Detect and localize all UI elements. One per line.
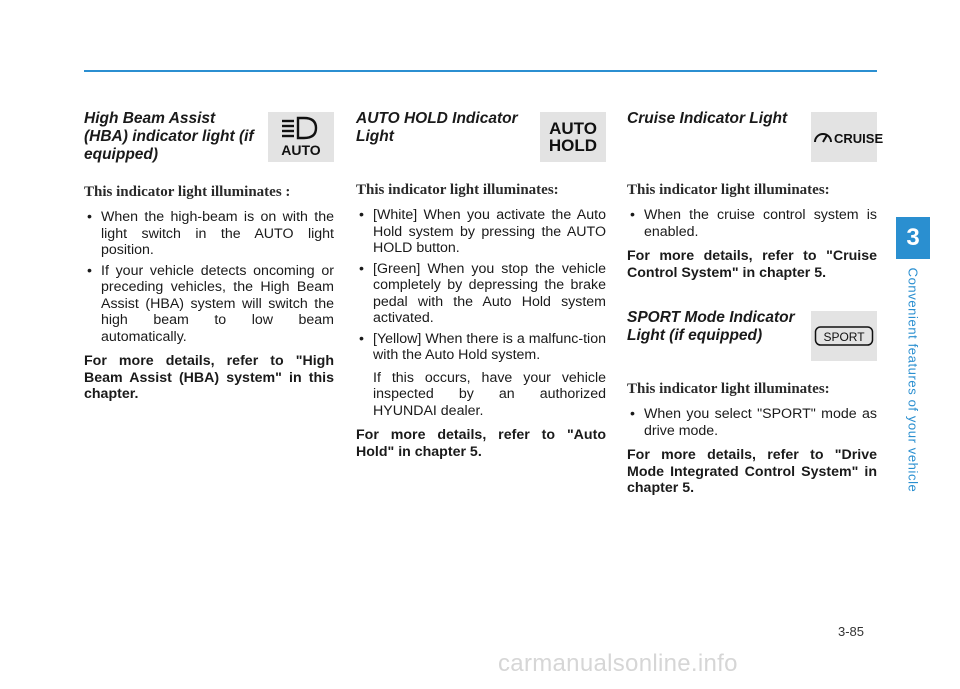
bullet-list	[356, 207, 606, 364]
section-title: SPORT Mode Indicator Light (if equipped)	[627, 309, 795, 344]
section-header	[627, 110, 884, 162]
high-beam-auto-icon	[268, 112, 334, 162]
lead-text: This indicator light illuminates:	[627, 381, 830, 397]
section-cruise	[627, 110, 884, 497]
section-sport	[627, 309, 877, 497]
section-header	[627, 309, 877, 361]
section-title: High Beam Assist (HBA) indicator light (if equipped)	[84, 110, 254, 163]
icon-line: HOLD	[548, 136, 598, 155]
list-item: • If your vehicle detects oncoming or preceding vehicles, the High Beam Assist (HBA) system will switch the high beam to low beam automatically.	[84, 263, 334, 346]
reference-note: For more details, refer to "Cruise Control System" in chapter 5.	[627, 248, 877, 281]
lead-text: This indicator light illuminates:	[356, 182, 559, 198]
sport-mode-icon	[811, 311, 877, 361]
cruise-icon	[811, 112, 884, 162]
sub-paragraph: If this occurs, have your vehicle inspected by an authorized HYUNDAI dealer.	[373, 369, 606, 419]
list-item: • [White] When you activate the Auto Hold system by pressing the AUTO HOLD button.	[356, 207, 606, 257]
icon-line: AUTO	[549, 119, 597, 138]
section-hba	[84, 110, 334, 403]
list-item: • When you select "SPORT" mode as drive mode.	[627, 406, 877, 439]
list-item: • [Yellow] When there is a malfunc-tion with the Auto Hold system.	[356, 331, 606, 364]
list-item: • When the high-beam is on with the light switch in the AUTO light position.	[84, 209, 334, 259]
auto-hold-icon	[540, 112, 606, 162]
list-item: • [Green] When you stop the vehicle completely by depressing the brake pedal with the Auto Hold system activated.	[356, 261, 606, 327]
reference-note: For more details, refer to "Drive Mode Integrated Control System" in chapter 5.	[627, 447, 877, 496]
lead-text: This indicator light illuminates:	[627, 182, 830, 198]
lead-text: This indicator light illuminates :	[84, 184, 291, 200]
reference-note: For more details, refer to "High Beam Assist (HBA) system" in this chapter.	[84, 353, 334, 402]
section-title: Cruise Indicator Light	[627, 110, 788, 127]
chapter-title-vertical: Convenient features of your vehicle	[905, 267, 921, 493]
bullet-list	[84, 209, 334, 345]
chapter-number-tab: 3	[896, 217, 930, 259]
svg-text:AUTO: AUTO	[281, 142, 321, 158]
section-header	[356, 110, 606, 162]
svg-text:CRUISE: CRUISE	[834, 131, 884, 146]
section-auto-hold	[356, 110, 606, 460]
top-rule	[84, 70, 877, 72]
reference-note: For more details, refer to "Auto Hold" in chapter 5.	[356, 427, 606, 460]
bullet-list	[627, 406, 877, 439]
watermark: carmanualsonline.info	[498, 650, 738, 677]
section-header	[84, 110, 334, 164]
page-number: 3-85	[838, 624, 865, 639]
section-title: AUTO HOLD Indicator Light	[356, 110, 518, 145]
list-item: • When the cruise control system is enabled.	[627, 207, 877, 240]
bullet-list	[627, 207, 877, 240]
svg-text:SPORT: SPORT	[823, 330, 865, 344]
